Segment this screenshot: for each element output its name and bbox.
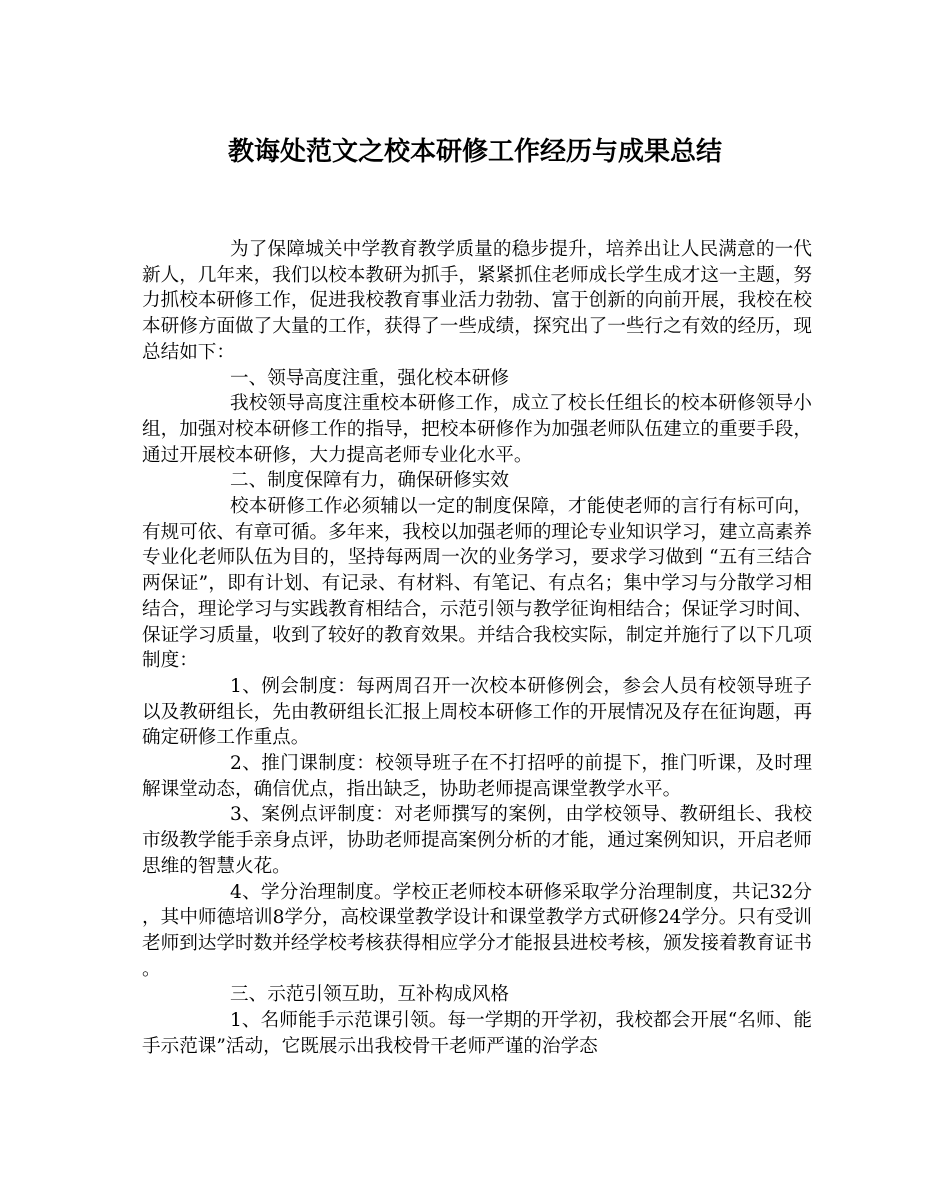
paragraph-rule-1: 1、例会制度：每两周召开一次校本研修例会，参会人员有校领导班子以及教研组长，先由教研组长汇报上周校本研修工作的开展情况及存在征询题，再确定研修工作重点。 bbox=[142, 675, 812, 749]
paragraph-section-1: 我校领导高度注重校本研修工作，成立了校长任组长的校本研修领导小组，加强对校本研修工作的指导，把校本研修作为加强老师队伍建立的重要手段，通过开展校本研修，大力提高老师专业化水平。 bbox=[142, 393, 812, 466]
paragraph-rule-3: 3、案例点评制度：对老师撰写的案例，由学校领导、教研组长、我校市级教学能手亲身点评，协助老师提高案例分析的才能，通过案例知识，开启老师思维的智慧火花。 bbox=[142, 804, 812, 877]
section-heading-1: 一、领导高度注重，强化校本研修 bbox=[230, 367, 509, 389]
section-heading-2: 二、制度保障有力，确保研修实效 bbox=[230, 470, 509, 492]
paragraph-section-2: 校本研修工作必须辅以一定的制度保障，才能使老师的言行有标可向，有规可依、有章可循。多年来，我校以加强老师的理论专业知识学习，建立高素养专业化老师队伍为目的，坚持每两周一次的业务学习，要求学习做到 “五有三结合两保证”，即有计划、有记录、有材料、有笔记、有点名；集中学习与分散学习相结合，理论学习与实践教育相结合，示范引领与教学征询相结合；保证学习时间、保证学习质量，收到了较好的教育效果。并结合我校实际，制定并施行了以下几项制度： bbox=[142, 496, 812, 672]
paragraph-intro: 为了保障城关中学教育教学质量的稳步提升，培养出让人民满意的一代新人，几年来，我们以校本教研为抓手，紧紧抓住老师成长学生成才这一主题，努力抓校本研修工作，促进我校教育事业活力勃勃、富于创新的向前开展，我校在校本研修方面做了大量的工作，获得了一些成绩，探究出了一些行之有效的经历，现总结如下： bbox=[142, 239, 812, 363]
document-title: 教诲处范文之校本研修工作经历与成果总结 bbox=[227, 137, 722, 167]
document-body bbox=[142, 237, 812, 1060]
section-heading-3: 三、示范引领互助，互补构成风格 bbox=[230, 984, 509, 1006]
paragraph-rule-4: 4、学分治理制度。学校正老师校本研修采取学分治理制度，共记32分，其中师德培训8学分，高校课堂教学设计和课堂教学方式研修24学分。只有受训老师到达学时数并经学校考核获得相应学分才能报县进校考核，颁发接着教育证书。 bbox=[142, 881, 812, 980]
paragraph-section-3: 1、名师能手示范课引领。每一学期的开学初，我校都会开展“名师、能手示范课”活动，它既展示出我校骨干老师严谨的治学态 bbox=[142, 1010, 812, 1057]
paragraph-rule-2: 2、推门课制度：校领导班子在不打招呼的前提下，推门听课，及时理解课堂动态，确信优点，指出缺乏，协助老师提高课堂教学水平。 bbox=[142, 753, 812, 800]
